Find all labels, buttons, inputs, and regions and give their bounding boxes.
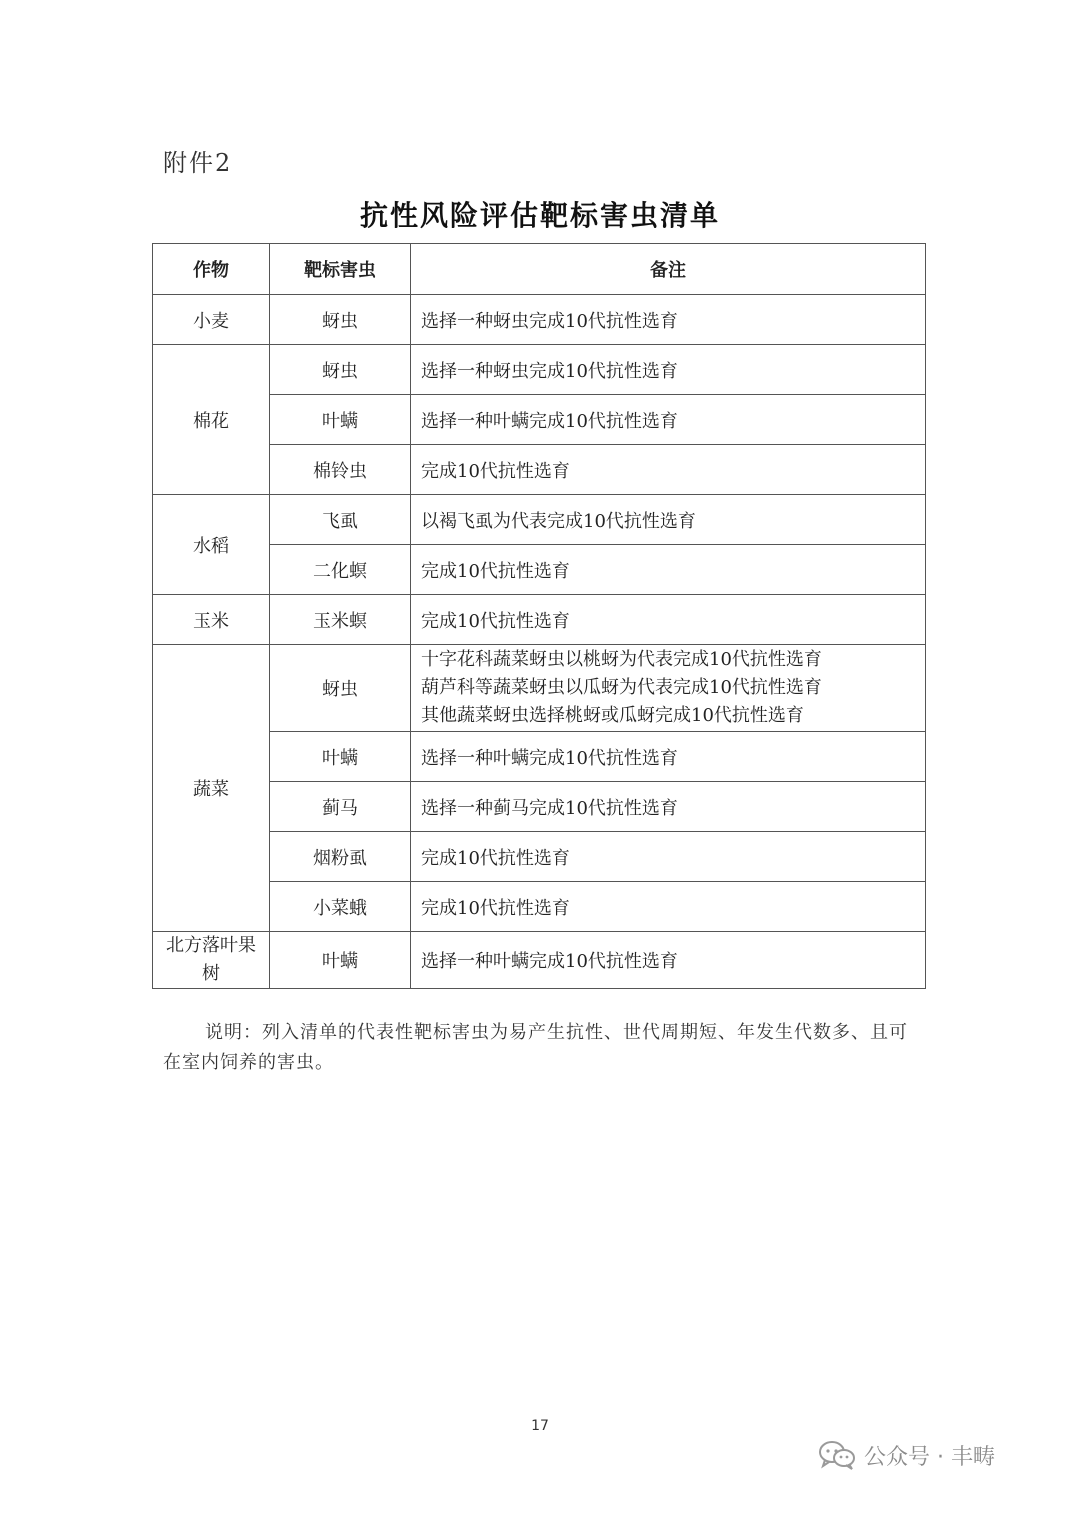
crop-cell: 北方落叶果树 <box>153 932 270 989</box>
pest-cell: 蚜虫 <box>270 295 411 345</box>
table-row <box>153 495 926 545</box>
pest-cell: 烟粉虱 <box>270 832 411 882</box>
note-cell: 完成10代抗性选育 <box>411 882 926 932</box>
page-number: 17 <box>531 1418 549 1434</box>
pest-cell: 蓟马 <box>270 782 411 832</box>
attachment-label: 附件2 <box>163 149 233 177</box>
header-pest: 靶标害虫 <box>270 244 411 295</box>
pest-cell: 小菜蛾 <box>270 882 411 932</box>
table-row <box>153 345 926 395</box>
pest-cell: 叶螨 <box>270 732 411 782</box>
pest-cell: 玉米螟 <box>270 595 411 645</box>
table-header-row <box>153 244 926 295</box>
pest-table <box>152 243 926 989</box>
note-line: 十字花科蔬菜蚜虫以桃蚜为代表完成10代抗性选育 <box>421 649 822 670</box>
note-cell: 选择一种蓟马完成10代抗性选育 <box>411 782 926 832</box>
table-row <box>153 295 926 345</box>
note-cell: 完成10代抗性选育 <box>411 445 926 495</box>
pest-cell: 二化螟 <box>270 545 411 595</box>
pest-cell: 棉铃虫 <box>270 445 411 495</box>
note-cell: 选择一种蚜虫完成10代抗性选育 <box>411 345 926 395</box>
pest-cell: 叶螨 <box>270 932 411 989</box>
watermark <box>818 1435 995 1475</box>
explanation-text: 说明：列入清单的代表性靶标害虫为易产生抗性、世代周期短、年发生代数多、且可在室内饲养的害虫。 <box>163 1022 908 1073</box>
crop-cell: 小麦 <box>153 295 270 345</box>
crop-cell: 蔬菜 <box>153 645 270 932</box>
note-cell: 选择一种叶螨完成10代抗性选育 <box>411 732 926 782</box>
note-cell <box>411 645 926 732</box>
pest-cell: 叶螨 <box>270 395 411 445</box>
table-row <box>153 595 926 645</box>
watermark-text: 公众号 · 丰畴 <box>864 1444 995 1470</box>
crop-cell: 棉花 <box>153 345 270 495</box>
table-row <box>153 645 926 732</box>
wechat-icon <box>818 1440 856 1470</box>
note-line: 其他蔬菜蚜虫选择桃蚜或瓜蚜完成10代抗性选育 <box>421 705 804 726</box>
note-cell: 选择一种叶螨完成10代抗性选育 <box>411 395 926 445</box>
note-cell: 以褐飞虱为代表完成10代抗性选育 <box>411 495 926 545</box>
note-line: 葫芦科等蔬菜蚜虫以瓜蚜为代表完成10代抗性选育 <box>421 677 822 698</box>
note-cell: 完成10代抗性选育 <box>411 545 926 595</box>
document-title: 抗性风险评估靶标害虫清单 <box>359 199 720 232</box>
note-cell: 选择一种叶螨完成10代抗性选育 <box>411 932 926 989</box>
header-crop: 作物 <box>153 244 270 295</box>
pest-cell: 蚜虫 <box>270 345 411 395</box>
note-cell: 完成10代抗性选育 <box>411 595 926 645</box>
note-cell: 完成10代抗性选育 <box>411 832 926 882</box>
header-note: 备注 <box>411 244 926 295</box>
table-row <box>153 932 926 989</box>
pest-cell: 蚜虫 <box>270 645 411 732</box>
crop-cell: 水稻 <box>153 495 270 595</box>
note-cell: 选择一种蚜虫完成10代抗性选育 <box>411 295 926 345</box>
pest-cell: 飞虱 <box>270 495 411 545</box>
crop-cell: 玉米 <box>153 595 270 645</box>
